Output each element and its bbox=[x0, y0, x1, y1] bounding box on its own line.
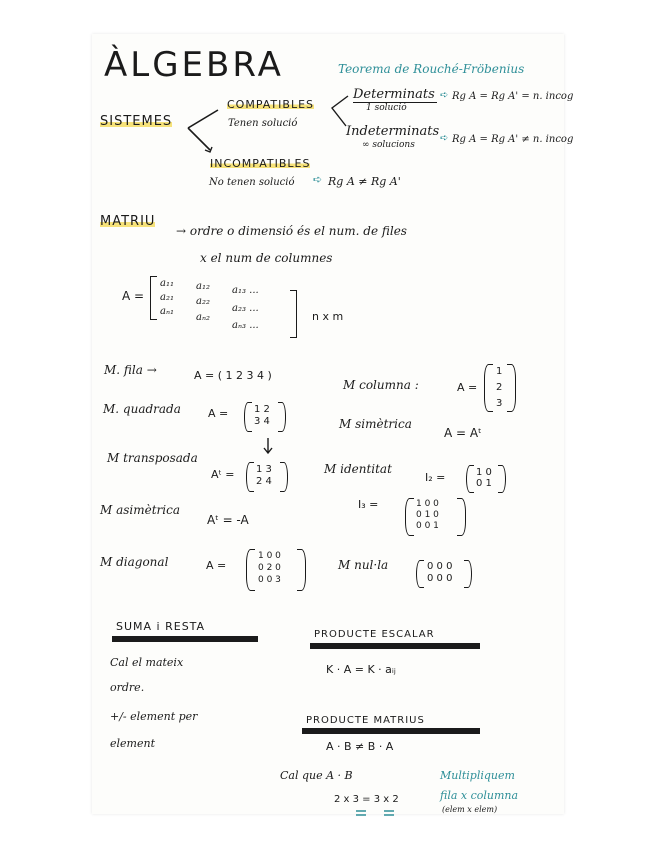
suma-text: ordre. bbox=[110, 681, 145, 694]
subtitle: Teorema de Rouché-Fröbenius bbox=[338, 62, 525, 76]
indeterminats-rule: Rg A = Rg A' ≠ n. incog bbox=[452, 134, 574, 145]
transposada-label: M transposada bbox=[107, 451, 198, 465]
matriu-label: MATRIU bbox=[100, 214, 156, 229]
diagonal-eq: A = bbox=[206, 559, 227, 572]
i2-row: 1 0 bbox=[476, 467, 492, 478]
i3-row: 0 1 0 bbox=[416, 510, 439, 520]
i3-row: 0 0 1 bbox=[416, 521, 439, 531]
suma-underline bbox=[112, 636, 258, 642]
column-value: 1 bbox=[496, 366, 503, 377]
suma-title: SUMA i RESTA bbox=[116, 620, 206, 633]
nulla-row: 0 0 0 bbox=[427, 573, 453, 584]
simetrica-eq: A = Aᵗ bbox=[444, 426, 482, 440]
suma-text: Cal el mateix bbox=[110, 656, 184, 669]
branch-to-compatibles bbox=[188, 110, 218, 128]
suma-text: element bbox=[110, 737, 155, 750]
fila-label: M. fila → bbox=[104, 363, 157, 377]
matrix-cell: a₁₃ ... bbox=[232, 285, 259, 296]
matrius-title: PRODUCTE MATRIUS bbox=[306, 715, 425, 726]
determinats-label: Determinats bbox=[353, 87, 435, 102]
matrius-eq: A · B ≠ B · A bbox=[326, 740, 394, 753]
transposada-row: 1 3 bbox=[256, 464, 272, 475]
matrix-cell: a₂₂ bbox=[196, 296, 210, 307]
matrix-cell: aₙ₂ bbox=[196, 312, 211, 323]
nulla-label: M nul·la bbox=[338, 558, 389, 572]
branch-compatibles bbox=[332, 96, 348, 126]
incompatibles-label: INCOMPATIBLES bbox=[210, 157, 311, 170]
dims: 2 x 3 = 3 x 2 bbox=[334, 794, 399, 805]
matrius-underline bbox=[302, 728, 480, 734]
i3-eq: I₃ = bbox=[358, 498, 379, 511]
asimetrica-label: M asimètrica bbox=[100, 503, 181, 517]
matrix-cell: a₂₁ bbox=[160, 292, 174, 303]
indeterminats-label: Indeterminats bbox=[346, 124, 440, 139]
transposada-eq: Aᵗ = bbox=[211, 468, 235, 481]
diagonal-row: 0 2 0 bbox=[258, 563, 281, 573]
determinats-rule: Rg A = Rg A' = n. incog bbox=[452, 91, 574, 102]
matrix-dimension: n x m bbox=[312, 310, 344, 323]
matrix-cell: a₁₂ bbox=[196, 281, 210, 292]
elem-x-elem: (elem x elem) bbox=[442, 805, 498, 814]
quadrada-row: 1 2 bbox=[254, 404, 270, 415]
diagonal-row: 1 0 0 bbox=[258, 551, 281, 561]
diagonal-row: 0 0 3 bbox=[258, 575, 281, 585]
quadrada-eq: A = bbox=[208, 407, 229, 420]
arrow-icon: ➪ bbox=[440, 90, 449, 101]
identitat-label: M identitat bbox=[324, 462, 392, 476]
escalar-title: PRODUCTE ESCALAR bbox=[314, 629, 435, 640]
nulla-row: 0 0 0 bbox=[427, 561, 453, 572]
columna-label: M columna : bbox=[343, 378, 419, 392]
page-title: ÀLGEBRA bbox=[104, 45, 284, 85]
right-bracket bbox=[290, 290, 297, 338]
matrix-cell: a₁₁ bbox=[160, 278, 174, 289]
quadrada-row: 3 4 bbox=[254, 416, 270, 427]
cal-que: Cal que A · B bbox=[280, 769, 353, 782]
diagonal-label: M diagonal bbox=[100, 555, 169, 569]
asimetrica-eq: Aᵗ = -A bbox=[207, 513, 249, 527]
i3-row: 1 0 0 bbox=[416, 499, 439, 509]
fila-columna: fila x columna bbox=[440, 789, 519, 802]
no-tenen-solucio: No tenen solució bbox=[209, 177, 295, 188]
escalar-underline bbox=[310, 643, 480, 649]
column-value: 3 bbox=[496, 398, 503, 409]
incompatibles-rule: Rg A ≠ Rg A' bbox=[328, 175, 401, 188]
simetrica-label: M simètrica bbox=[339, 417, 412, 431]
escalar-eq: K · A = K · aᵢⱼ bbox=[326, 663, 396, 676]
quadrada-label: M. quadrada bbox=[103, 402, 181, 416]
down-arrow bbox=[264, 438, 272, 453]
suma-text: +/- element per bbox=[110, 710, 198, 723]
matriu-definition-2: x el num de columnes bbox=[200, 251, 333, 265]
i2-eq: I₂ = bbox=[425, 471, 446, 484]
multipliquem: Multipliquem bbox=[440, 769, 515, 782]
column-value: 2 bbox=[496, 382, 503, 393]
arrow-icon: ➪ bbox=[313, 173, 323, 186]
transposada-row: 2 4 bbox=[256, 476, 272, 487]
left-bracket bbox=[150, 276, 157, 320]
una-solucio: 1 solució bbox=[366, 103, 407, 113]
matrix-a-eq: A = bbox=[122, 289, 145, 303]
tenen-solucio: Tenen solució bbox=[228, 118, 298, 129]
equal-dims-underline bbox=[356, 811, 394, 815]
matriu-definition-1: → ordre o dimensió és el num. de files bbox=[176, 224, 407, 238]
sistemes-label: SISTEMES bbox=[100, 114, 173, 129]
fila-eq: A = ( 1 2 3 4 ) bbox=[194, 369, 272, 382]
matrix-cell: a₂₃ ... bbox=[232, 303, 259, 314]
compatibles-label: COMPATIBLES bbox=[227, 98, 315, 111]
matrix-cell: aₙ₁ bbox=[160, 306, 175, 317]
matrix-cell: aₙ₃ ... bbox=[232, 320, 259, 331]
columna-eq: A = bbox=[457, 381, 478, 394]
i2-row: 0 1 bbox=[476, 478, 492, 489]
arrow-icon: ➪ bbox=[440, 133, 449, 144]
infinites-solucions: ∞ solucions bbox=[362, 140, 415, 150]
branch-to-incompatibles bbox=[188, 128, 210, 150]
